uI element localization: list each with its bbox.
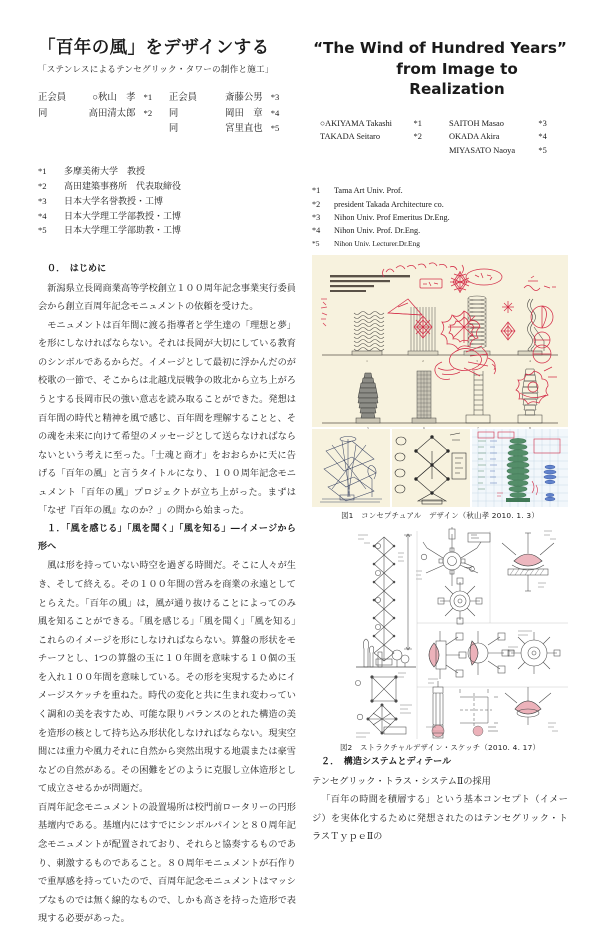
- affiliation-note: [312, 211, 450, 224]
- author-name: ○AKIYAMA Takashi: [320, 118, 393, 128]
- note-text: 日本大学理工学部助教・工博: [64, 225, 182, 236]
- note-mark: *5: [38, 225, 47, 236]
- figure-2-caption: 図2 ストラクチャルデザイン・スケッチ（2010. 4. 17）: [339, 743, 541, 753]
- title-english-line-1: “The Wind of Hundred Years”: [313, 39, 567, 57]
- author-row: [320, 131, 568, 145]
- authors-english: [312, 118, 568, 159]
- authors-japanese: [38, 91, 296, 138]
- svg-text:3: 3: [476, 359, 478, 364]
- author-role: 正会員: [168, 92, 197, 103]
- note-text: Nihon Univ. Prof Emeritus Dr.Eng.: [334, 212, 450, 222]
- note-text: 高田建築事務所 代表取締役: [64, 180, 182, 191]
- affiliation-notes-english: [312, 184, 568, 249]
- note-mark: *3: [38, 195, 47, 206]
- note-text: president Takada Architecture co.: [334, 199, 444, 209]
- section-heading-2: ２． 構造システムとディテール: [321, 757, 452, 768]
- affiliation-note: [38, 223, 181, 238]
- paragraph: 新潟県立長岡商業高等学校創立１００周年記念事業実行委員会から創立百周年記念モニュメントの依頼を受けた。: [38, 282, 296, 312]
- note-text: 日本大学名誉教授・工博: [64, 195, 164, 206]
- author-role: 同: [38, 108, 48, 119]
- note-mark: *4: [38, 210, 47, 221]
- figure-2-image: [312, 527, 568, 739]
- figure-1-caption: 図1 コンセプチュアル デザイン（秋山孝 2010. 1. 3）: [341, 511, 539, 521]
- author-row: [38, 107, 296, 123]
- note-mark: *1: [38, 165, 47, 176]
- affiliation-note: [38, 179, 181, 194]
- author-role: 正会員: [38, 92, 67, 103]
- note-text: 日本大学理工学部教授・工博: [64, 210, 182, 221]
- affiliation-note: [38, 164, 181, 179]
- page-title-english: [312, 38, 568, 100]
- affiliation-notes-japanese: [38, 164, 296, 239]
- author-name: [70, 122, 140, 138]
- author-name: MIYASATO Naoya: [448, 145, 516, 155]
- paragraph: モニュメントは百年間に渡る指導者と学生達の「理想と夢」を形にしなければならない。それは長岡が大切にしている教育のシンボルであるからだ。イメージとして最初に浮かんだのが校歌の一節で、そこからは北越戊辰戦争の敗北から立ち上がろうとする長岡市民の強い意志を読み取ることができた。発想は百年間の時代と精神を風で感じ、百年間を理解することと、その魂を未来に向けて希望のメッセージとして送らなければならないという考えに至った。「士魂と商才」をおおらかに天に告げる「百年の風」と言うタイトルになり、１００周年記念モニュメント「百年の風」プロジェクトが立ち上がった。まずは「なぜ『百年の風』なのか？」の問から始まった。: [38, 319, 296, 516]
- note-mark: *4: [312, 226, 321, 236]
- svg-text:8: 8: [529, 426, 531, 431]
- author-name: [320, 145, 414, 159]
- paragraph: テンセグリック・トラス・システムⅡの採用: [312, 775, 491, 786]
- author-footnote-mark: *1: [143, 91, 153, 102]
- author-name: 高田清太郎: [88, 108, 136, 119]
- note-mark: *2: [38, 180, 47, 191]
- svg-text:4: 4: [529, 359, 531, 364]
- section-heading-1: １．「風を感じる」「風を聞く」「風を知る」―イメージから形へ: [38, 524, 296, 553]
- note-text: Nihon Univ. Prof. Dr.Eng.: [334, 226, 421, 236]
- svg-text:1: 1: [366, 359, 368, 364]
- affiliation-note: [312, 224, 450, 237]
- paragraph: 百周年記念モニュメントの設置場所は校門前ロータリーの円形基壇内である。基壇内にはすでにシンボルパインと８０周年記念モニュメントが配置されており、それらと協奏するものであり、刺激するものであること。８０周年モニュメントが石作りで重厚感を持っていたので、百周年記念モニュメントはマッシブなものでは無く線的なもので、しかも高さを持った造形で表現する必要があった。: [38, 801, 296, 924]
- author-row: [320, 118, 568, 132]
- right-column: [312, 38, 568, 846]
- author-footnote-mark: *5: [270, 123, 280, 134]
- author-name: SAITOH Masao: [448, 118, 504, 128]
- author-footnote-mark: *3: [538, 118, 547, 128]
- author-footnote-mark: [140, 122, 169, 138]
- affiliation-note: [312, 198, 450, 211]
- note-mark: *2: [312, 199, 321, 209]
- note-text: Nihon Univ. Lecturer.Dr.Eng: [334, 238, 420, 248]
- affiliation-note: [312, 238, 450, 250]
- author-footnote-mark: *2: [143, 107, 153, 118]
- author-name: 岡田 章: [225, 108, 263, 119]
- page-title-japanese: 「百年の風」をデザインする: [38, 38, 270, 58]
- svg-text:5: 5: [367, 426, 369, 431]
- note-mark: *3: [312, 212, 321, 222]
- author-role: 同: [168, 108, 179, 119]
- author-footnote-mark: *1: [413, 118, 422, 128]
- note-text: Tama Art Univ. Prof.: [334, 186, 403, 196]
- author-name: ○秋山 孝: [92, 92, 136, 103]
- svg-text:7: 7: [477, 426, 479, 431]
- author-row: [38, 91, 296, 107]
- body-text-right: [312, 753, 568, 845]
- author-footnote-mark: *3: [270, 91, 280, 102]
- paragraph: 「百年の時間を積層する」という基本コンセプト（イメージ）を実体化するために発想されたのはテンセグリック・トラスＴｙｐｅⅡの: [312, 794, 568, 842]
- author-footnote-mark: *4: [270, 107, 280, 118]
- author-footnote-mark: *5: [538, 145, 547, 155]
- title-english-line-2: from Image to Realization: [396, 59, 518, 99]
- note-text: 多摩美術大学 教授: [64, 165, 146, 176]
- paragraph: 風は形を持っていない時空を過ぎる時間だ。そこに人々が生き、そして終える。その１００年間の営みを商業の永遠としてとらえた。「百年の風」は，風が通り抜けることによってのみ風を知ることができる。「風を感じる」「風を聞く」「風を知る」これらのイメージを形にしなければならない。算盤の形状をモチーフとし、1つの算盤の玉に１０年間を意味する１０個の玉を入れ１００年間を意味している。その形を実現するためにイメージスケッチを重ねた。時代の変化と共に生まれ変わっていく調和の美を表すため、可能な限りバランスのとれた構造の美を造形の核として持ち込み形状化しなければならない。現実空間には重力や風力それに自然から突然出現する地震または豪雪などの自然がある。その困難をどのように克服し立体造形として成立させるかが問題だ。: [38, 560, 296, 794]
- body-text-left: [38, 260, 296, 928]
- affiliation-note: [38, 194, 181, 209]
- figure-1-wrapper: [312, 255, 568, 521]
- figure-2-wrapper: [312, 527, 568, 753]
- author-role: 同: [168, 124, 179, 135]
- section-heading-0: ０． はじめに: [47, 264, 107, 275]
- svg-text:6: 6: [423, 426, 425, 431]
- author-name: 斎藤公男: [225, 92, 263, 103]
- author-row: [320, 145, 568, 159]
- note-mark: *5: [312, 238, 320, 248]
- svg-text:2: 2: [422, 359, 424, 364]
- author-role: [38, 122, 70, 138]
- affiliation-note: [38, 209, 181, 224]
- author-row: [38, 122, 296, 138]
- page-subtitle-japanese: 「ステンレスによるテンセグリック・タワーの制作と施工」: [38, 63, 274, 74]
- author-footnote-mark: *4: [538, 132, 547, 142]
- author-footnote-mark: [414, 145, 449, 159]
- affiliation-note: [312, 184, 450, 197]
- author-footnote-mark: *2: [413, 132, 422, 142]
- author-name: 宮里直也: [225, 124, 263, 135]
- author-name: OKADA Akira: [448, 132, 500, 142]
- note-mark: *1: [312, 186, 321, 196]
- left-column: [38, 38, 296, 928]
- author-name: TAKADA Seitaro: [320, 132, 381, 142]
- figure-1-image: [312, 255, 568, 507]
